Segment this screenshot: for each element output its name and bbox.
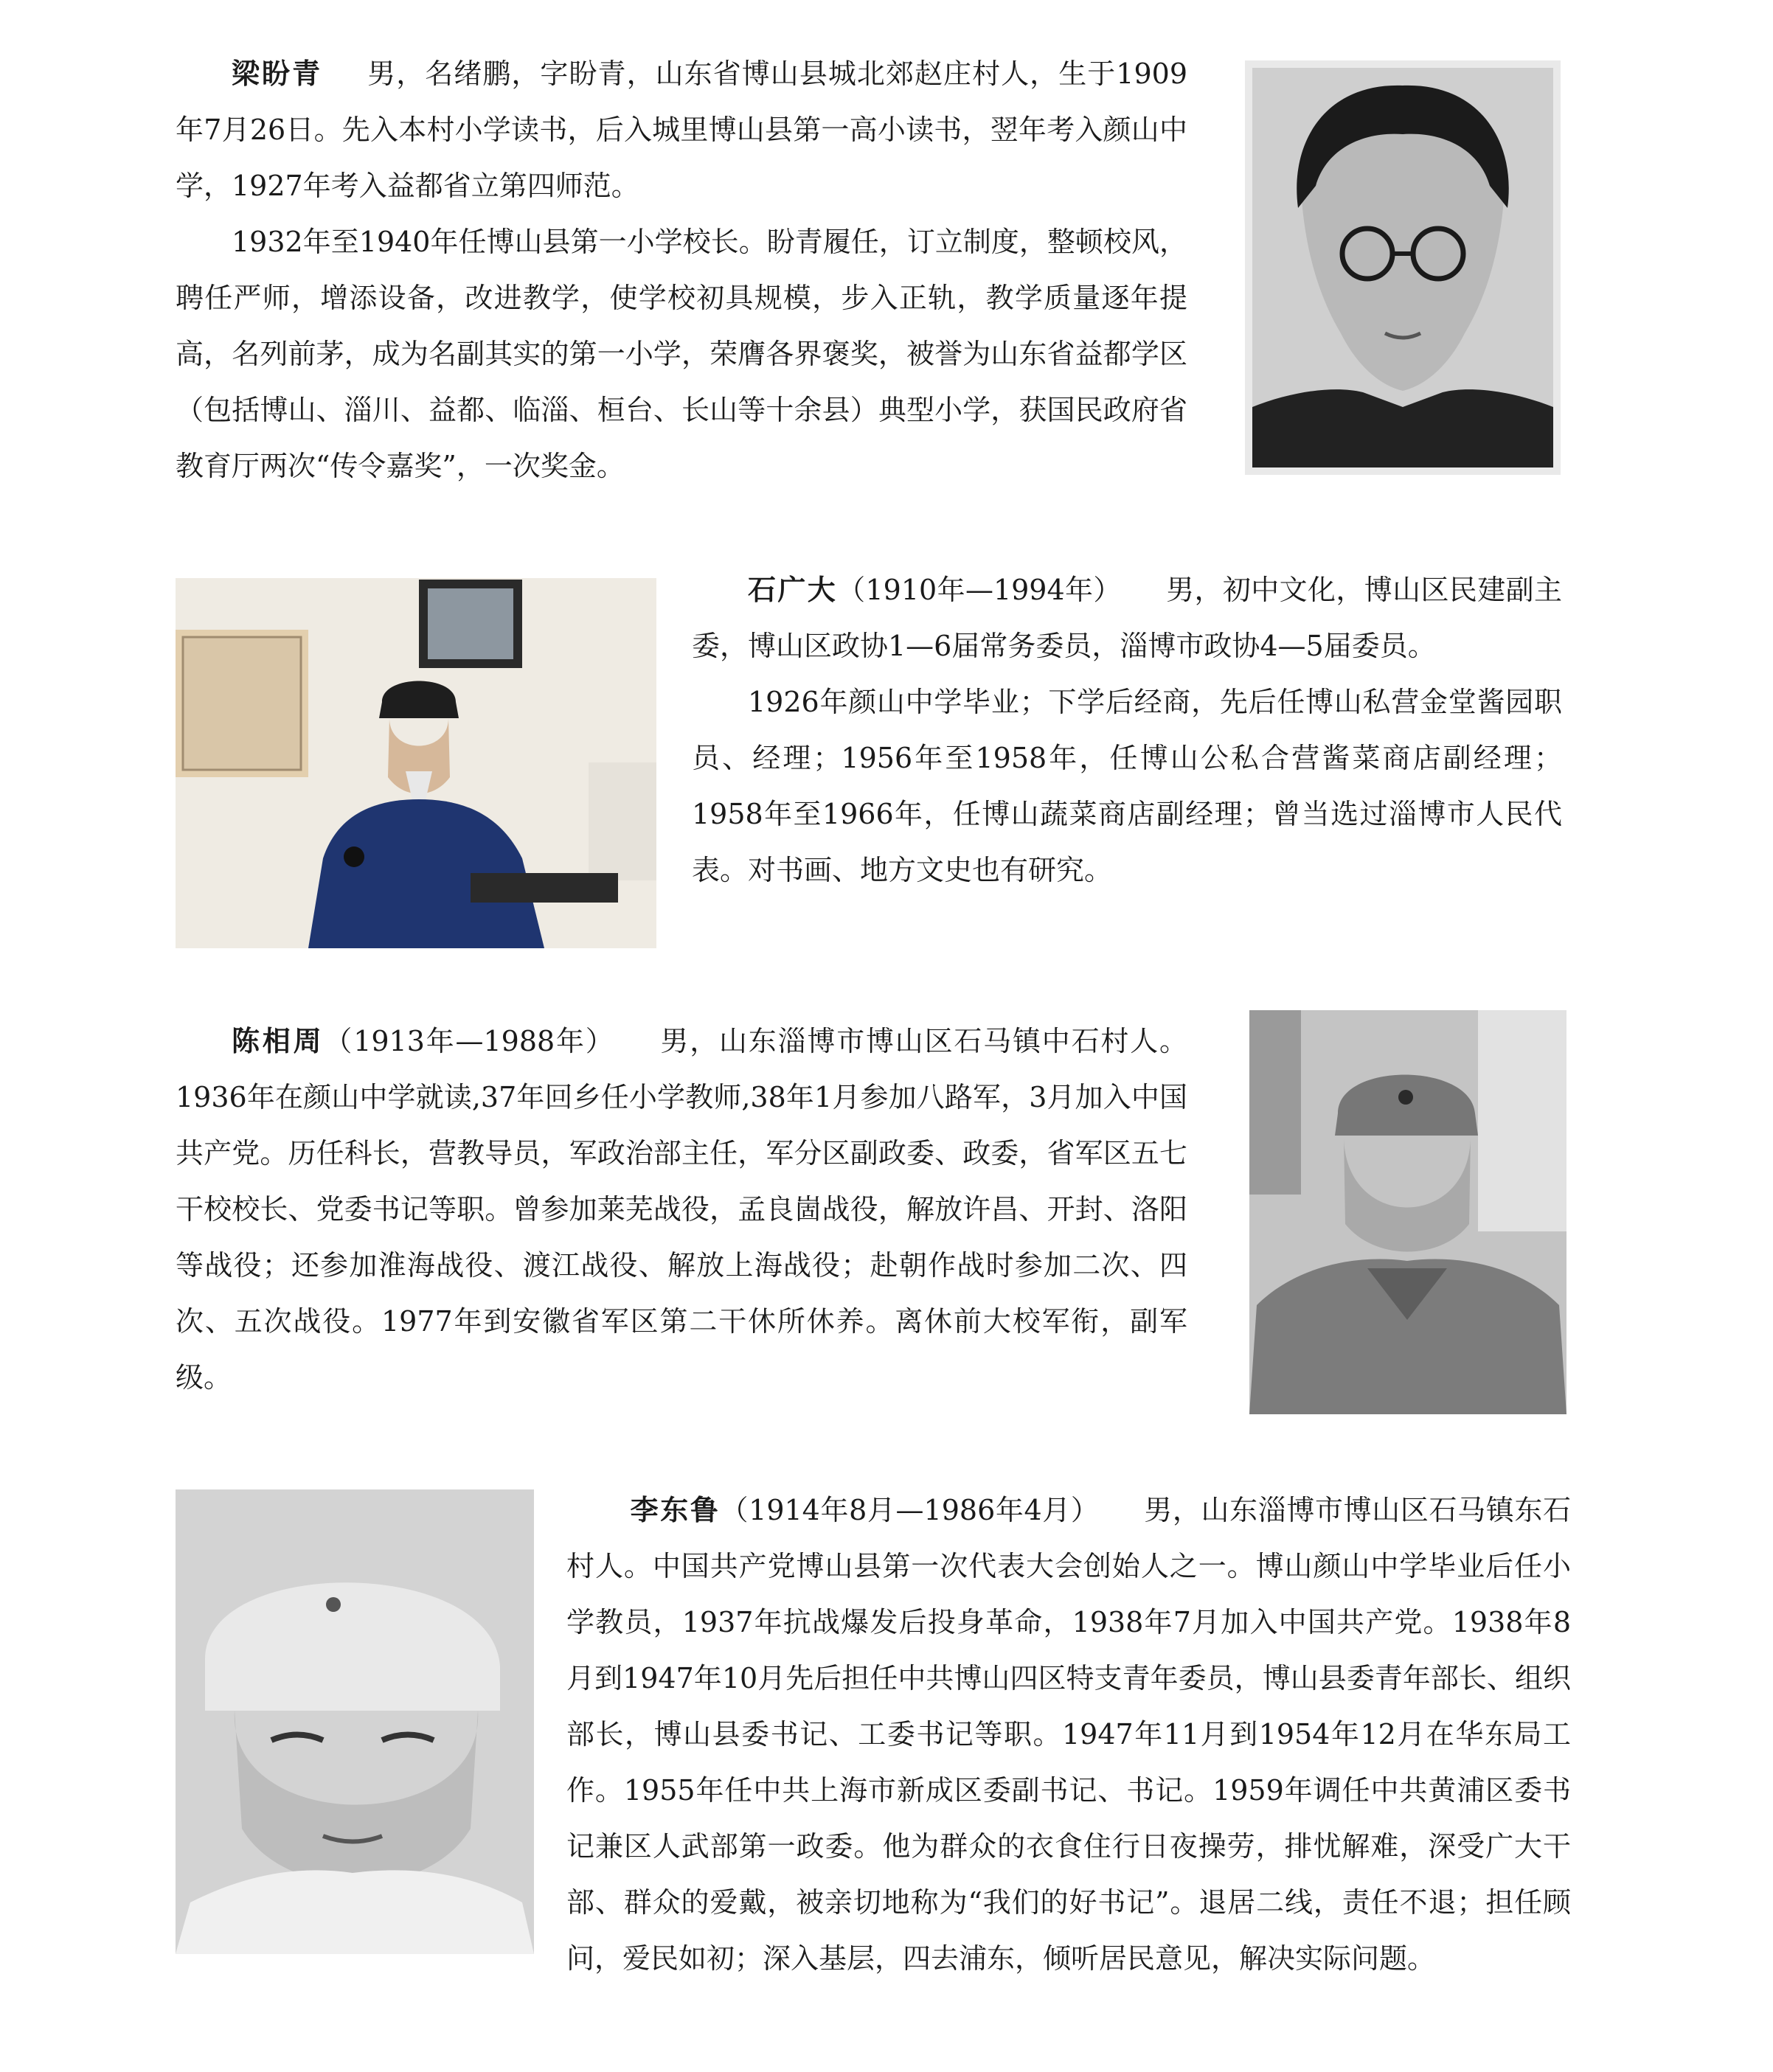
bio-paragraph: 男，名绪鹏，字盼青，山东省博山县城北郊赵庄村人，生于1909年7月26日。先入本村小学读书，后入城里博山县第一高小读书，翌年考入颜山中学，1927年考入益都省立第四师范。 — [176, 58, 1187, 202]
person-dates: （1913年—1988年） — [324, 1025, 615, 1057]
bio-liang-panqing — [176, 46, 1187, 494]
bio-paragraph: 1926年颜山中学毕业；下学后经商，先后任博山私营金堂酱园职员、经理；1956年至1958年，任博山公私合营酱菜商店副经理；1958年至1966年，任博山蔬菜商店副经理；曾当选过淄博市人民代表。对书画、地方文史也有研究。 — [692, 686, 1562, 886]
person-name: 梁盼青 — [232, 57, 323, 90]
person-name: 石广大 — [748, 573, 838, 606]
bio-shi-guangda — [692, 562, 1562, 898]
bio-paragraph: 男，初中文化，博山区民建副主委，博山区政协1—6届常务委员，淄博市政协4—5届委员。 — [692, 574, 1562, 662]
portrait-photo — [1249, 1010, 1566, 1414]
portrait-photo — [176, 578, 656, 948]
person-name: 李东鲁 — [630, 1493, 721, 1526]
bio-li-donglu — [176, 1482, 1571, 1988]
person-dates: （1910年—1994年） — [837, 574, 1122, 606]
person-name: 陈相周 — [232, 1024, 325, 1057]
bio-paragraph: 男，山东淄博市博山区石马镇中石村人。1936年在颜山中学就读,37年回乡任小学教师,38年1月参加八路军，3月加入中国共产党。历任科长，营教导员，军政治部主任，军分区副政委、政委，省军区五七干校校长、党委书记等职。曾参加莱芜战役，孟良崮战役，解放许昌、开封、洛阳等战役；还参加淮海战役、渡江战役、解放上海战役；赴朝作战时参加二次、四次、五次战役。1977年到安徽省军区第二干休所休养。离休前大校军衔，副军级。 — [176, 1025, 1187, 1394]
person-dates: （1914年8月—1986年4月） — [720, 1494, 1100, 1526]
bio-chen-xiangzhou — [176, 1013, 1187, 1405]
portrait-photo — [1245, 60, 1561, 475]
bio-paragraph: 1932年至1940年任博山县第一小学校长。盼青履任，订立制度，整顿校风，聘任严师，增添设备，改进教学，使学校初具规模，步入正轨，教学质量逐年提高，名列前茅，成为名副其实的第一小学，荣膺各界褒奖，被誉为山东省益都学区（包括博山、淄川、益都、临淄、桓台、长山等十余县）典型小学，获国民政府省教育厅两次“传令嘉奖”，一次奖金。 — [176, 226, 1187, 482]
bio-paragraph: 男，山东淄博市博山区石马镇东石村人。中国共产党博山县第一次代表大会创始人之一。博山颜山中学毕业后任小学教员，1937年抗战爆发后投身革命，1938年7月加入中国共产党。1938年8月到1947年10月先后担任中共博山四区特支青年委员，博山县委青年部长、组织部长，博山县委书记、工委书记等职。1947年11月到1954年12月在华东局工作。1955年任中共上海市新成区委副书记、书记。1959年调任中共黄浦区委书记兼区人武部第一政委。他为群众的衣食住行日夜操劳，排忧解难，深受广大干部、群众的爱戴，被亲切地称为“我们的好书记”。退居二线，责任不退；担任顾问，爱民如初；深入基层，四去浦东，倾听居民意见，解决实际问题。 — [566, 1494, 1571, 1975]
